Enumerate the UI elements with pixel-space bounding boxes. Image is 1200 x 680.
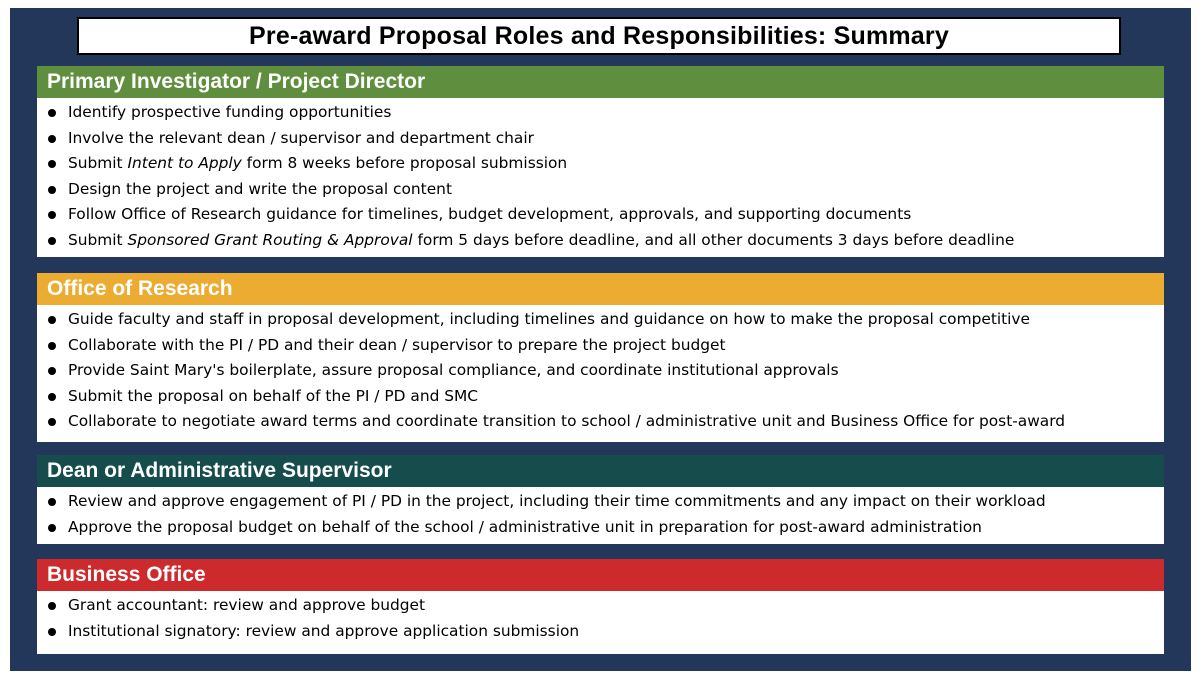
list-item <box>37 228 1164 254</box>
list-item <box>37 358 1164 384</box>
responsibility-list <box>37 98 1164 254</box>
page-title: Pre-award Proposal Roles and Responsibilities: Summary <box>249 21 949 50</box>
list-item <box>37 100 1164 126</box>
item-text: Design the project and write the proposal content <box>68 179 452 198</box>
item-text: Submit the proposal on behalf of the PI / PD and SMC <box>68 386 479 405</box>
section-dean-supervisor <box>37 455 1164 544</box>
section-office-of-research <box>37 273 1164 442</box>
list-item <box>37 489 1164 515</box>
item-text-pre: Submit <box>68 230 128 249</box>
item-text-pre: Submit <box>68 154 128 173</box>
section-heading: Business Office <box>47 563 206 586</box>
list-item <box>37 619 1164 645</box>
section-business-office <box>37 559 1164 654</box>
form-name-sponsored-grant-routing: Sponsored Grant Routing & Approval <box>127 230 413 249</box>
list-item <box>37 333 1164 359</box>
list-item <box>37 515 1164 541</box>
list-item <box>37 409 1164 435</box>
list-item <box>37 384 1164 410</box>
responsibility-list <box>37 487 1164 540</box>
section-header-primary-investigator <box>37 66 1164 98</box>
responsibility-list <box>37 591 1164 644</box>
form-name-intent-to-apply: Intent to Apply <box>127 154 242 173</box>
list-item <box>37 202 1164 228</box>
item-text: Review and approve engagement of PI / PD in the project, including their time commitments and any impact on their workload <box>68 492 1046 510</box>
item-text: Collaborate to negotiate award terms and coordinate transition to school / administrative unit and Business Office for post-award <box>68 412 1066 431</box>
item-text: Approve the proposal budget on behalf of the school / administrative unit in preparation for post-award administration <box>68 517 982 536</box>
section-header-office-of-research <box>37 273 1164 305</box>
list-item <box>37 307 1164 333</box>
item-text: Provide Saint Mary's boilerplate, assure proposal compliance, and coordinate institutional approvals <box>68 361 839 380</box>
list-item <box>37 177 1164 203</box>
responsibility-list <box>37 305 1164 435</box>
section-heading: Dean or Administrative Supervisor <box>47 459 392 482</box>
section-header-business-office <box>37 559 1164 591</box>
item-text: Identify prospective funding opportunities <box>68 103 392 121</box>
list-item <box>37 151 1164 177</box>
section-heading: Office of Research <box>47 277 233 300</box>
section-header-dean-supervisor <box>37 455 1164 487</box>
item-text: Follow Office of Research guidance for timelines, budget development, approvals, and supporting documents <box>68 205 912 224</box>
item-text: Guide faculty and staff in proposal development, including timelines and guidance on how to make the proposal competitive <box>68 310 1031 328</box>
section-primary-investigator <box>37 66 1164 257</box>
item-text: Institutional signatory: review and approve application submission <box>68 621 580 640</box>
item-text-post: form 5 days before deadline, and all other documents 3 days before deadline <box>412 230 1015 249</box>
section-heading: Primary Investigator / Project Director <box>47 70 426 93</box>
item-text: Involve the relevant dean / supervisor and department chair <box>68 128 534 147</box>
item-text: Collaborate with the PI / PD and their dean / supervisor to prepare the project budget <box>68 335 726 354</box>
title-box <box>77 17 1121 55</box>
item-text-post: form 8 weeks before proposal submission <box>241 154 568 173</box>
list-item <box>37 126 1164 152</box>
list-item <box>37 593 1164 619</box>
item-text: Grant accountant: review and approve budget <box>68 596 426 614</box>
